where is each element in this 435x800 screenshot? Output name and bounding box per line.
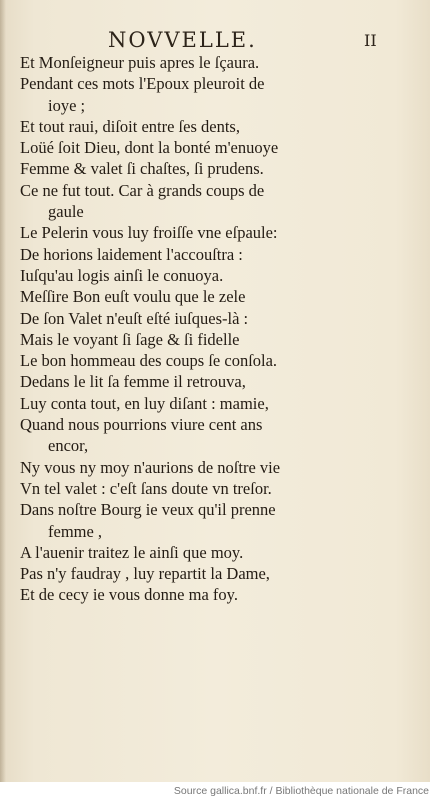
verse-line: Dans noſtre Bourg ie veux qu'il prenne [20, 500, 276, 520]
running-head: NOVVELLE. [108, 28, 257, 52]
page-header [0, 28, 430, 52]
poem-text [20, 52, 420, 606]
verse-line: Le bon hommeau des coups ſe conſola. [20, 351, 278, 371]
source-credit: Source gallica.bnf.fr / Bibliothèque nationale de France [173, 785, 429, 797]
verse-line: Et de cecy ie vous donne ma foy. [20, 585, 238, 605]
verse-line: Vn tel valet : c'eſt ſans doute vn treſor. [20, 478, 272, 498]
verse-line: De ſon Valet n'euſt eſté iuſques-là : [20, 308, 249, 328]
verse-line: encor, [48, 436, 89, 456]
verse-line: Ny vous ny moy n'aurions de noſtre vie [20, 457, 281, 477]
verse-line: Pas n'y faudray , luy repartit la Dame, [20, 564, 270, 584]
verse-line: De horions laidement l'accouſtra : [20, 244, 243, 264]
verse-line: Iuſqu'au logis ainſi le conuoya. [20, 265, 224, 285]
verse-line: Le Pelerin vous luy froiſſe vne eſpaule: [20, 223, 278, 243]
folio-number: II [364, 31, 377, 50]
verse-line: femme , [48, 521, 103, 541]
verse-line: Luy conta tout, en luy diſant : mamie, [20, 393, 269, 413]
verse-line: gaule [48, 202, 84, 222]
verse-line: Quand nous pourrions viure cent ans [20, 415, 263, 435]
verse-line: Femme & valet ſi chaſtes, ſi prudens. [20, 159, 264, 179]
verse-line: ioye ; [48, 95, 86, 115]
verse-line: Ce ne fut tout. Car à grands coups de [20, 180, 265, 200]
verse-line: Dedans le lit ſa femme il retrouva, [20, 372, 246, 392]
verse-line: Pendant ces mots l'Epoux pleuroit de [20, 74, 265, 94]
binding-shadow [0, 0, 6, 782]
verse-line: Et Monſeigneur puis apres le ſçaura. [20, 53, 260, 72]
verse-line: Loüé ſoit Dieu, dont la bonté m'enuoye [20, 138, 279, 158]
source-footer [0, 782, 435, 800]
verse-line: Et tout raui, diſoit entre ſes dents, [20, 116, 240, 136]
verse-line: Meſſire Bon euſt voulu que le zele [20, 287, 246, 307]
verse-line: Mais le voyant ſi ſage & ſi fidelle [20, 329, 240, 349]
verse-line: A l'auenir traitez le ainſi que moy. [20, 542, 244, 562]
